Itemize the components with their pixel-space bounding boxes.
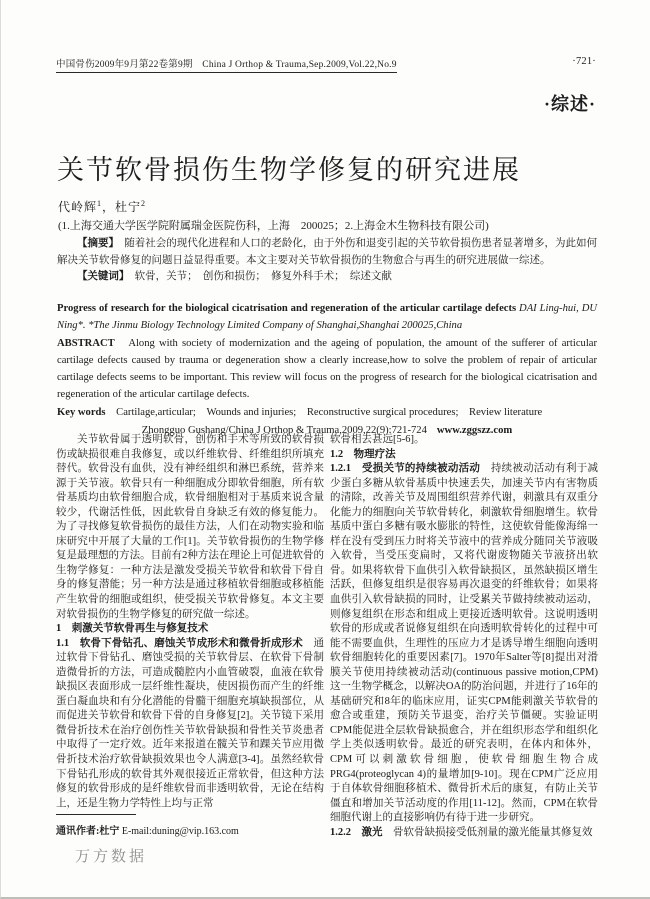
subsection-text-1-2-1: 持续被动活动有利于减少蛋白多糖从软骨基质中快速丢失，加速关节内有害物质的清除，改善关节及周围组织营养代谢，刺激具有双重分化能力的细胞向关节软骨转化，刺激软骨细胞增生。软骨基质中蛋白多糖有吸水膨胀的特性，这使软骨能像海绵一样在没有受到压力时将关节液中的营养成分随同关节液吸入软骨，当受压变扁时，又将代谢废物随关节液挤出软骨。如果将软骨下血供引入软骨缺损区，虽然缺损区增生活跃，但修复组织是很容易再次退变的纤维软骨；如果将血供引入软骨缺损的同时，让受累关节做持续被动运动，则修复组织在形态和组成上更接近透明软骨。这说明透明软骨的形成或者说修复组织在向透明软骨转化的过程中可能不需要血供，生理性的压应力才是诱导增生细胞向透明软骨细胞转化的重要因素[7]。1970年Salter等[8]提出对滑膜关节使用持续被动活动(continuous passive motion,CPM)这一生物学概念，以解决OA的防治问题，并进行了16年的基础研究和8年的临床应用，证实CPM能刺激关节软骨的愈合或重建，预防关节退变，治疗关节僵硬。实验证明CPM能促进全层软骨缺损愈合，并在组织形态学和组织化学上类似透明软骨。最近的研究表明，在体内和体外，CPM可以刺激软骨细胞，使软骨细胞生物合成PRG4(proteoglycan 4)的量增加[9-10]。现在CPM广泛应用于自体软骨细胞移植术、微骨折术后的康复，有防止关节僵直和增加关节活动度的作用[11-12]。然而，CPM在软骨细胞代谢上的直接影响仍有待于进一步研究。 <box>330 463 598 824</box>
section-badge: ·综述· <box>543 94 596 114</box>
author-1: 代岭辉 <box>58 200 98 214</box>
article-title: 关节软骨损伤生物学修复的研究进展 <box>57 155 521 185</box>
english-abstract-text: Along with society of modernization and the ageing of population, the amount of the sufferer of articular cartilage defects caused by trauma or degeneration show a clearly increase,how to solve the problem of repair of articular cartilage defects seems to be important. This review will focus on the progress of research for the biological cicatrisation and regeneration of the articular cartilage defects. <box>57 337 597 401</box>
english-title: Progress of research for the biological cicatrisation and regeneration of the articular cartilage defects <box>57 303 517 314</box>
keywords-text: 软骨，关节； 创伤和损伤； 修复外科手术； 综述文献 <box>124 271 392 282</box>
author-2-superscript: 2 <box>141 199 147 208</box>
body-paragraph-continuation: 软骨相去甚远[5-6]。 <box>330 434 425 445</box>
author-2: 杜宁 <box>115 200 142 214</box>
corresponding-email: E-mail:duning@vip.163.com <box>121 826 239 837</box>
english-authors: DAI Ling-hui, DU Ning*. <box>57 303 597 332</box>
abstract-label: 【摘要】 <box>76 238 114 249</box>
chinese-abstract <box>57 236 597 286</box>
english-title-line <box>57 300 597 335</box>
body-paragraph-1-1 <box>56 637 324 811</box>
subsection-heading-1-1: 1.1 软骨下骨钻孔、磨蚀关节成形术和微骨折成形术 <box>56 637 303 649</box>
journal-website: www.zggszz.com <box>436 425 513 437</box>
english-abstract-label: ABSTRACT <box>57 337 115 349</box>
section-heading-1: 1 刺激关节软骨再生与修复技术 <box>56 623 209 635</box>
body-column-right <box>330 433 598 853</box>
wanfang-watermark: 万方数据 <box>75 849 148 865</box>
subsection-text-1-2-2: 骨软骨缺损接受低剂量的激光能量其修复效 <box>382 826 593 838</box>
author-separator: ， <box>102 200 116 214</box>
subsection-text-1-1: 通过软骨下骨钻孔、磨蚀受损的关节软骨层、在软骨下骨制造微骨折的方法，可造成髓腔内小血管破裂，血液在软骨缺损区表面形成一层纤维性凝块，使因损伤而产生的纤维蛋白凝血块和有分化潜能的骨髓干细胞充填缺损部位，从而促进关节软骨和软骨下骨的自身修复[2]。关节镜下采用微骨折技术在治疗创伤性关节软骨缺损和骨性关节炎患者中取得了一定疗效。近年来报道在髋关节和踝关节应用微骨折技术治疗软骨缺损效果也令人满意[3-4]。虽然经软骨下骨钻孔形成的软骨其外观很接近正常软骨，但这种方法修复的软骨形成的是纤维软骨而非透明软骨，无论在结构上，还是生物力学特性上均与正常 <box>56 637 324 809</box>
corresponding-author: 通讯作者:杜宁 <box>56 826 120 837</box>
body-paragraph-intro: 关节软骨属于透明软骨，创伤和手术等所致的软骨损伤或缺损很难自我修复，或以纤维软骨、纤维组织所填充替代。软骨没有血供，没有神经组织和淋巴系统，营养来源于关节液。软骨只有一种细胞成分即软骨细胞，所有软骨基质均由软骨细胞合成，软骨细胞相对于基质来说含量较少，代谢活性低，因此软骨自身缺乏有效的修复能力。为了寻找修复软骨损伤的最佳方法，人们在动物实验和临床研究中开展了大量的工作[1]。关节软骨损伤的生物学修复是最理想的方法。目前有2种方法在理论上可促进软骨的生物学修复：一种方法是激发受损关节软骨和软骨下骨自身的修复潜能；另一种方法是通过移植软骨细胞或移植能产生软骨的细胞或组织，使受损关节软骨修复。本文主要对软骨损伤的生物学修复的研究做一综述。 <box>56 434 324 620</box>
body-paragraph-1-2-1 <box>330 462 598 826</box>
citation-text: Zhongguo Gushang/China J Orthop & Trauma,2009,22(9):721-724 <box>141 425 427 437</box>
author-line <box>58 198 146 215</box>
page-header <box>56 56 596 73</box>
body-paragraph-1-2-2 <box>330 826 598 841</box>
author-1-superscript: 1 <box>97 199 103 208</box>
english-keywords-label: Key words <box>57 406 106 418</box>
english-affiliation: *The Jinmu Biology Technology Limited Company of Shanghai,Shanghai 200025,China <box>85 320 463 332</box>
subsection-heading-1-2-2: 1.2.2 激光 <box>330 826 383 838</box>
journal-issue-line: 中国骨伤2009年9月第22卷第9期 China J Orthop & Trauma,Sep.2009,Vol.22,No.9 <box>56 56 397 73</box>
subsection-heading-1-2-1: 1.2.1 受损关节的持续被动活动 <box>330 463 481 475</box>
english-abstract <box>57 300 597 439</box>
page-number: ·721· <box>572 56 596 67</box>
english-abstract-paragraph <box>57 335 597 404</box>
keywords-paragraph <box>57 269 597 286</box>
abstract-text: 随着社会的现代化进程和人口的老龄化，由于外伤和退变引起的关节软骨损伤患者显著增多，为此如何解决关节软骨修复的问题日益显得重要。本文主要对关节软骨损伤的生物愈合与再生的研究进展做一综述。 <box>57 238 598 266</box>
english-keywords-paragraph <box>57 404 597 421</box>
affiliation-line: (1.上海交通大学医学院附属瑞金医院伤科，上海 200025；2.上海金木生物科技有限公司) <box>58 220 489 232</box>
section-heading-1-2: 1.2 物理疗法 <box>330 448 396 460</box>
correspondence-footnote <box>56 814 324 837</box>
abstract-paragraph <box>57 236 597 269</box>
footnote-divider <box>56 814 136 815</box>
body-column-left <box>56 433 324 811</box>
keywords-label: 【关键词】 <box>76 271 125 282</box>
english-keywords-text: Cartilage,articular; Wounds and injuries; Reconstructive surgical procedures; Review literature <box>105 406 543 418</box>
